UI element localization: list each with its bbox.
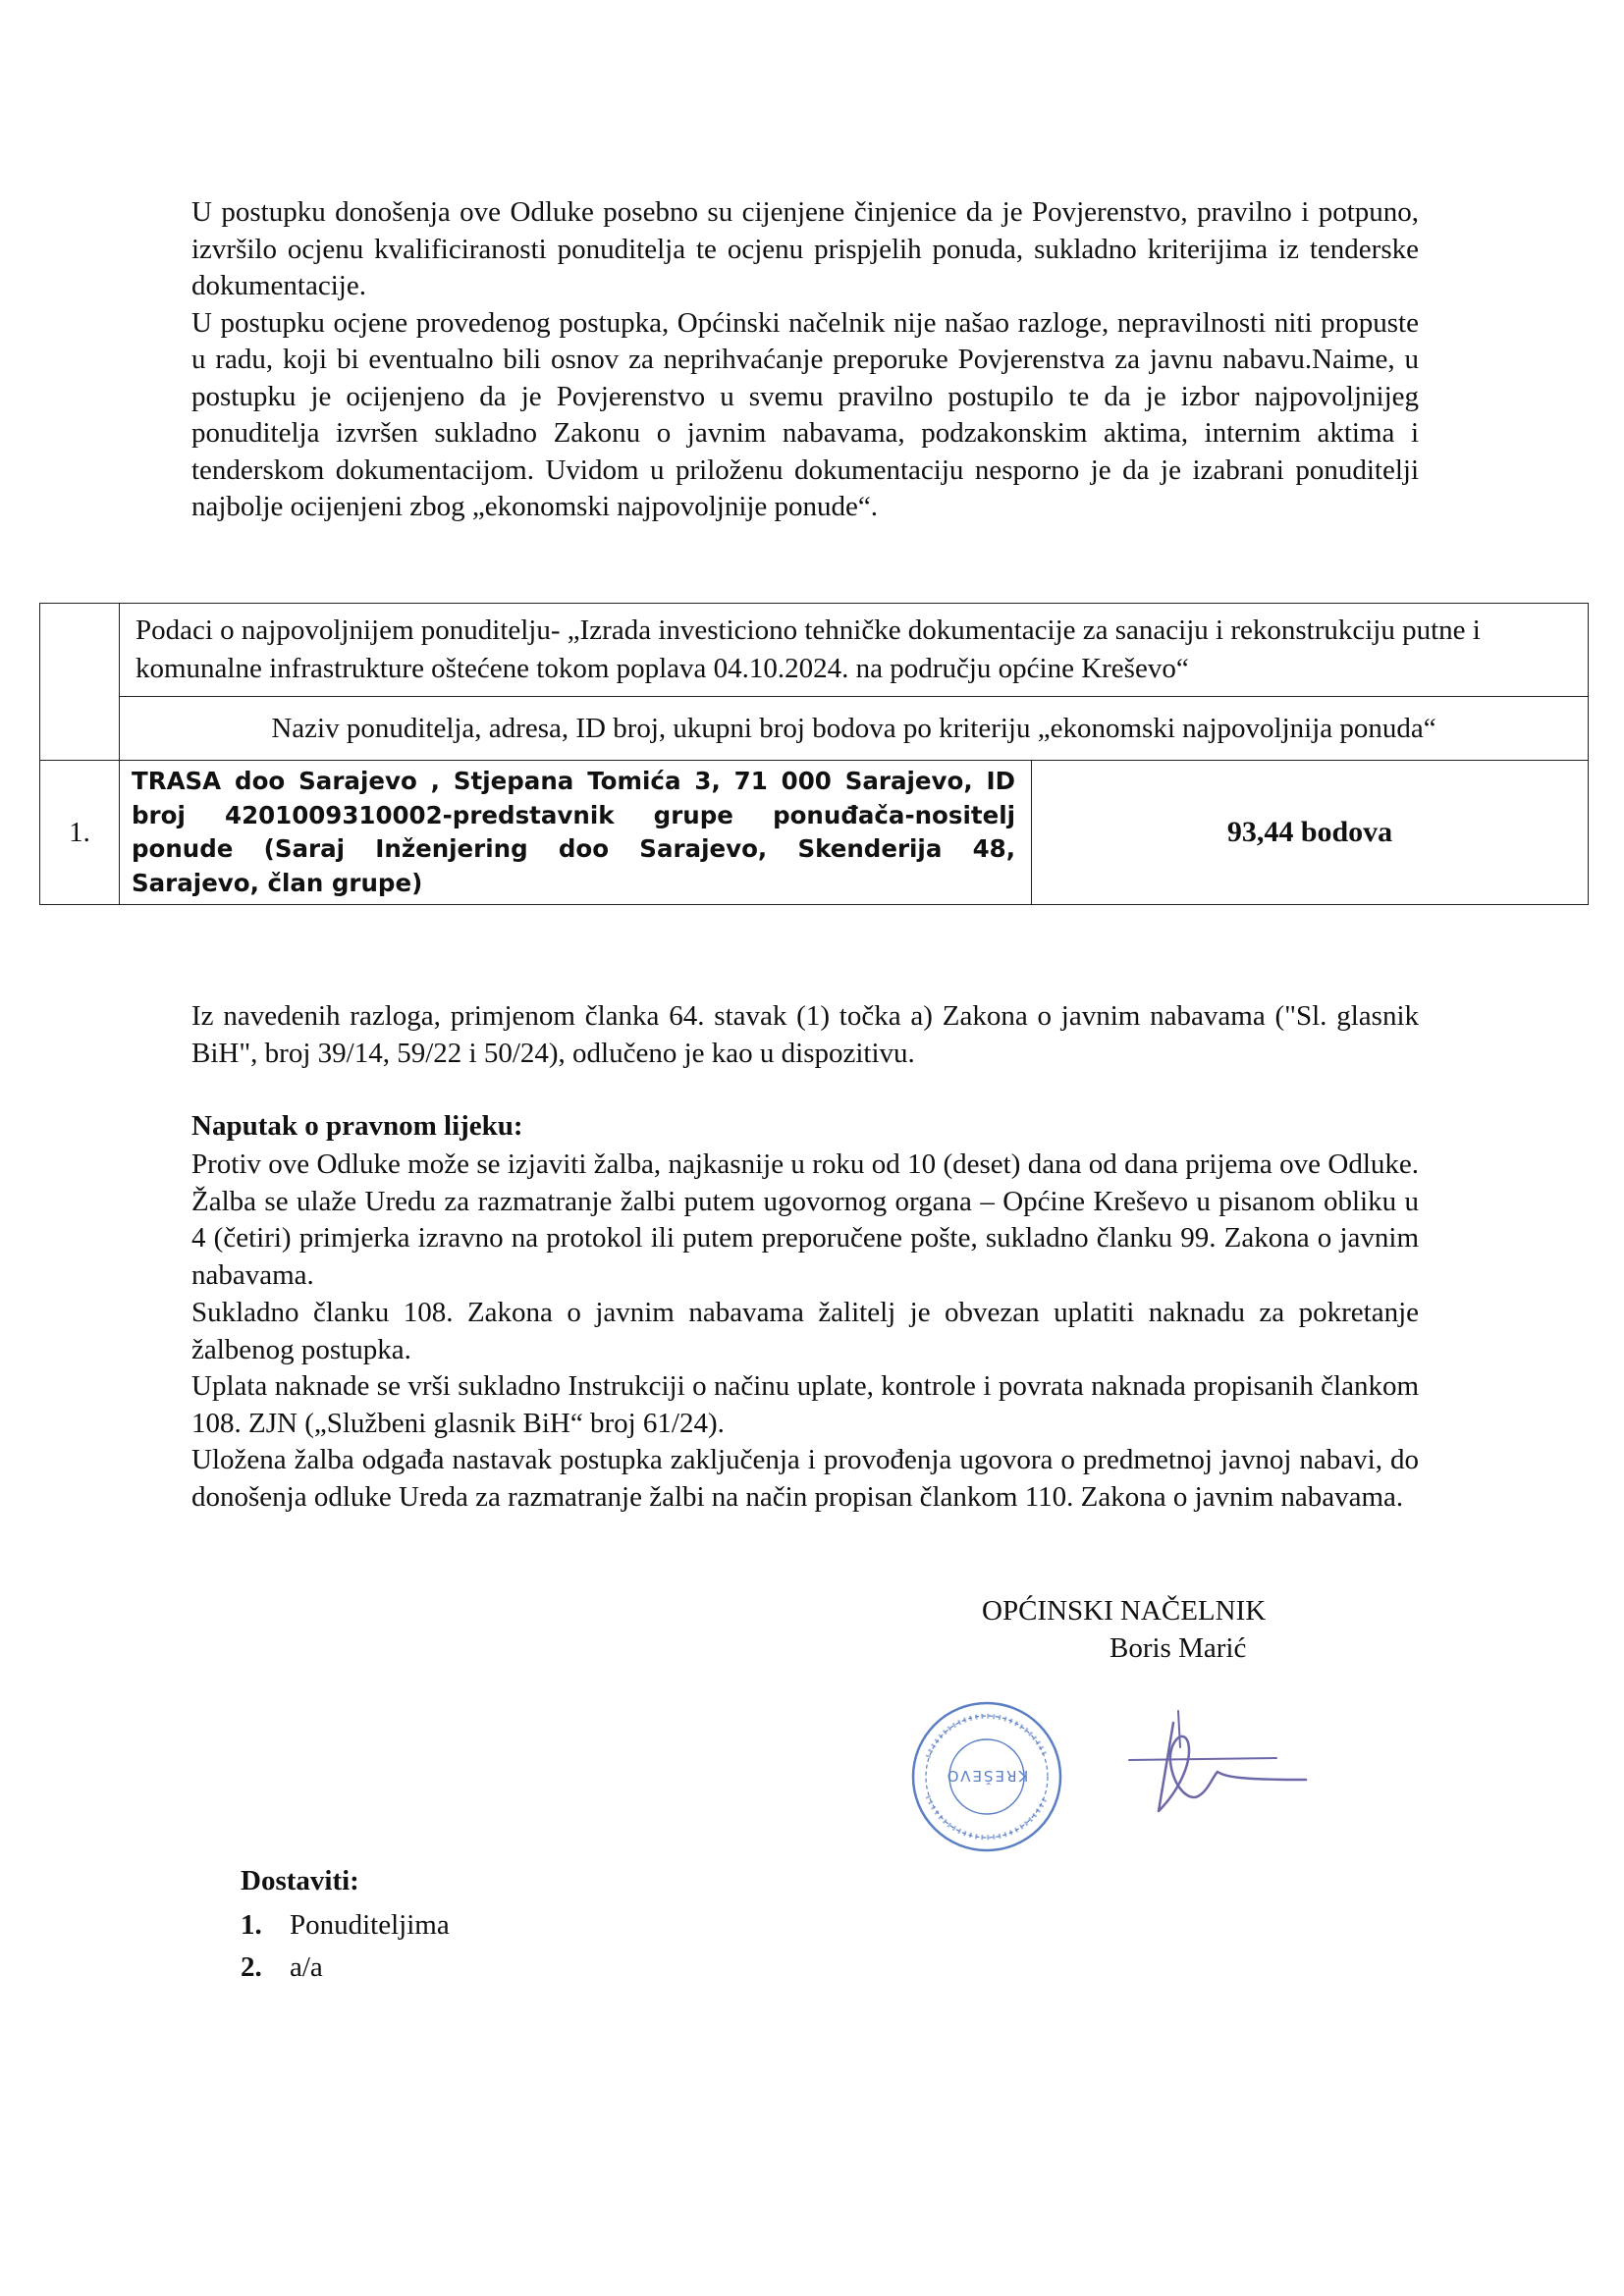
- bidder-table: [39, 603, 1589, 905]
- paragraph-4: Protiv ove Odluke može se izjaviti žalba, najkasnije u roku od 10 (deset) dana od dana prijema ove Odluke. Žalba se ulaže Uredu za razmatranje žalbi putem ugovornog organa – Općine Kreševo u pisanom obliku u 4 (četiri) primjerka izravno na protokol ili putem preporučene pošte, sukladno članku 99. Zakona o javnim nabavama.: [191, 1148, 1419, 1291]
- official-stamp-icon: [908, 1698, 1065, 1855]
- delivery-item: 2. a/a: [241, 1951, 323, 1983]
- paragraph-5: Sukladno članku 108. Zakona o javnim nabavama žalitelj je obvezan uplatiti naknadu za pokretanje žalbenog postupka.: [191, 1297, 1419, 1365]
- bidder-score-cell: 93,44 bodova: [1032, 761, 1589, 905]
- signature-title: OPĆINSKI NAČELNIK: [982, 1595, 1267, 1627]
- svg-text:KREŠEVO: KREŠEVO: [945, 1767, 1029, 1785]
- paragraph-6: Uplata naknade se vrši sukladno Instrukciji o načinu uplate, kontrole i povrata naknada propisanih člankom 108. ZJN („Službeni glasnik BiH“ broj 61/24).: [191, 1370, 1419, 1439]
- table-row-number: 1.: [40, 761, 120, 905]
- signature-name: Boris Marić: [1110, 1632, 1247, 1664]
- table-empty-cell: [40, 604, 120, 761]
- handwritten-signature-icon: [1119, 1703, 1316, 1831]
- table-header-cell: Naziv ponuditelja, adresa, ID broj, ukupni broj bodova po kriteriju „ekonomski najpovoljnija ponuda“: [120, 697, 1589, 761]
- paragraph-7: Uložena žalba odgađa nastavak postupka zaključenja i provođenja ugovora o predmetnoj javnoj nabavi, do donošenja odluke Ureda za razmatranje žalbi na način propisan člankom 110. Zakona o javnim nabavama.: [191, 1444, 1419, 1513]
- table-info-cell: Podaci o najpovoljnijem ponuditelju- „Izrada investiciono tehničke dokumentacije za sanaciju i rekonstrukciju putne i komunalne infrastrukture oštećene tokom poplava 04.10.2024. na području općine Kreševo“: [120, 604, 1589, 697]
- paragraph-1: U postupku donošenja ove Odluke posebno su cijenjene činjenice da je Povjerenstvo, pravilno i potpuno, izvršilo ocjenu kvalificiranosti ponuditelja te ocjenu prispjelih ponuda, sukladno kriterijima iz tenderske dokumentacije. U postupku ocjene provedenog postupka, Općinski načelnik nije našao razloge, nepravilnosti niti propuste u radu, koji bi eventualno bili osnov za neprihvaćanje preporuke Povjerenstva za javnu nabavu.Naime, u postupku je ocijenjeno da je Povjerenstvo u svemu pravilno postupilo te da je izbor najpovoljnijeg ponuditelja izvršen sukladno Zakonu o javnim nabavama, podzakonskim aktima, internim aktima i tenderskom dokumentacijom. Uvidom u priloženu dokumentaciju nesporno je da je izabrani ponuditelji najbolje ocijenjeni zbog „ekonomski najpovoljnije ponude“.: [191, 196, 1419, 522]
- paragraph-3: Iz navedenih razloga, primjenom članka 64. stavak (1) točka a) Zakona o javnim nabavama ("Sl. glasnik BiH", broj 39/14, 59/22 i 50/24), odlučeno je kao u dispozitivu.: [191, 1000, 1419, 1069]
- delivery-heading: Dostaviti:: [241, 1865, 359, 1896]
- paragraph-2: U postupku ocjene provedenog postupka, Općinski načelnik nije našao razloge, nepravilnosti niti propuste u radu, koji bi eventualno bili osnov za neprihvaćanje preporuke Povjerenstva za javnu nabavu.Naime, u postupku je ocijenjeno da je Povjerenstvo u svemu pravilno postupilo te da je izbor najpovoljnijeg ponuditelja izvršen sukladno Zakonu o javnim nabavama, podzakonskim aktima, internim aktima i tenderskom dokumentacijom. Uvidom u priloženu dokumentaciju nesporno je da je izabrani ponuditelji najbolje ocijenjeni zbog „ekonomski najpovoljnije ponude“.: [191, 306, 1419, 522]
- legal-remedy-heading: Naputak o pravnom lijeku:: [191, 1110, 523, 1142]
- delivery-item: 1. Ponuditeljima: [241, 1909, 450, 1941]
- bidder-name-cell: TRASA doo Sarajevo , Stjepana Tomića 3, 71 000 Sarajevo, ID broj 4201009310002-predstavnik grupe ponuđača-nositelj ponude (Saraj Inženjering doo Sarajevo, Skenderija 48, Sarajevo, član grupe): [120, 761, 1032, 905]
